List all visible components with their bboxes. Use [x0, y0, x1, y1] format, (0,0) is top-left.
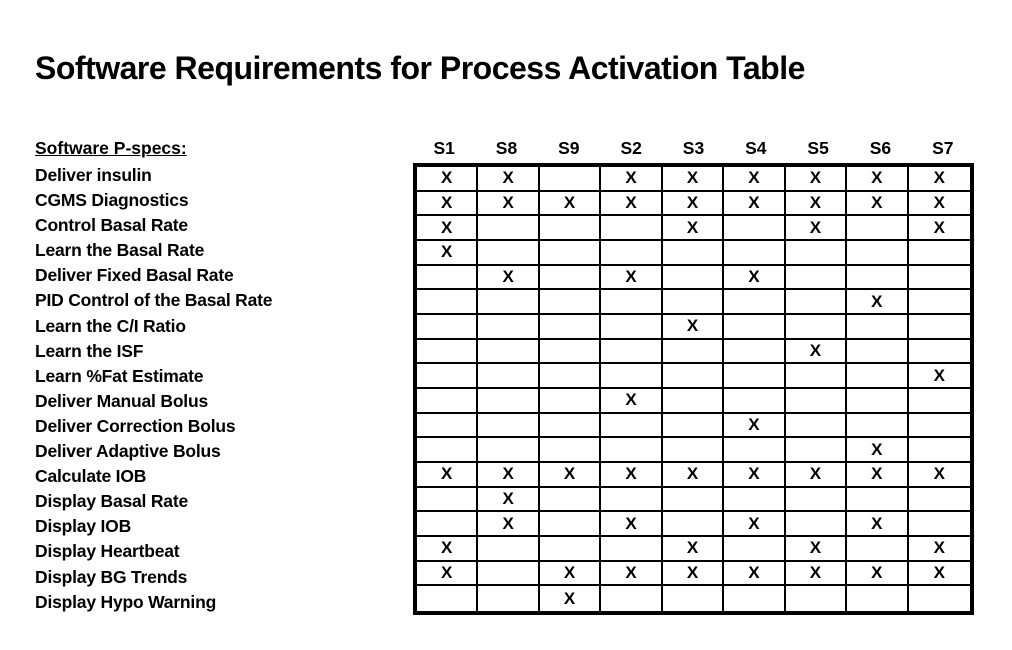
grid-cell-s7-row15	[909, 512, 970, 537]
grid-cell-s4-row12	[724, 438, 785, 463]
grid-cell-s2-row16	[601, 537, 662, 562]
grid-cell-s4-row11: X	[724, 414, 785, 439]
grid-cell-s8-row17	[478, 562, 539, 587]
grid-cell-s9-row17: X	[540, 562, 601, 587]
grid-cell-s6-row13: X	[847, 463, 908, 488]
column-header-s9: S9	[558, 138, 580, 158]
grid-cell-s6-row15: X	[847, 512, 908, 537]
grid-cell-s1-row7	[417, 315, 478, 340]
grid-cell-s4-row8	[724, 340, 785, 365]
grid-cell-s5-row11	[786, 414, 847, 439]
grid-cell-s8-row11	[478, 414, 539, 439]
grid-cell-s9-row12	[540, 438, 601, 463]
grid-cell-s8-row6	[478, 290, 539, 315]
grid-cell-s5-row8: X	[786, 340, 847, 365]
grid-cell-s4-row18	[724, 586, 785, 611]
grid-cell-s2-row11	[601, 414, 662, 439]
grid-cell-s1-row5	[417, 266, 478, 291]
grid-cell-s4-row3	[724, 216, 785, 241]
grid-cell-s8-row15: X	[478, 512, 539, 537]
grid-cell-s9-row13: X	[540, 463, 601, 488]
grid-cell-s1-row4: X	[417, 241, 478, 266]
row-label: Control Basal Rate	[35, 215, 188, 236]
grid-cell-s9-row15	[540, 512, 601, 537]
grid-cell-s1-row12	[417, 438, 478, 463]
grid-cell-s1-row2: X	[417, 192, 478, 217]
grid-cell-s5-row12	[786, 438, 847, 463]
column-header-s8: S8	[495, 138, 518, 158]
grid-cell-s4-row17: X	[724, 562, 785, 587]
row-label: Learn the ISF	[35, 340, 144, 361]
grid-cell-s6-row8	[847, 340, 908, 365]
grid-cell-s5-row18	[786, 586, 847, 611]
grid-cell-s8-row12	[478, 438, 539, 463]
grid-cell-s8-row3	[478, 216, 539, 241]
grid-cell-s3-row15	[663, 512, 724, 537]
column-header-row	[413, 136, 974, 160]
grid-cell-s8-row18	[478, 586, 539, 611]
grid-cell-s3-row18	[663, 586, 724, 611]
grid-cell-s2-row13: X	[601, 463, 662, 488]
grid-cell-s5-row7	[786, 315, 847, 340]
grid-cell-s3-row12	[663, 438, 724, 463]
grid-cell-s3-row2: X	[663, 192, 724, 217]
row-label: PID Control of the Basal Rate	[35, 290, 273, 311]
grid-cell-s7-row12	[909, 438, 970, 463]
grid-cell-s8-row7	[478, 315, 539, 340]
grid-cell-s9-row8	[540, 340, 601, 365]
row-label: Learn the C/I Ratio	[35, 315, 186, 336]
grid-cell-s8-row9	[478, 364, 539, 389]
grid-cell-s1-row18	[417, 586, 478, 611]
grid-cell-s5-row16: X	[786, 537, 847, 562]
grid-cell-s2-row18	[601, 586, 662, 611]
row-label-column	[35, 163, 410, 615]
grid-cell-s8-row5: X	[478, 266, 539, 291]
row-label: CGMS Diagnostics	[35, 190, 189, 211]
grid-cell-s5-row4	[786, 241, 847, 266]
grid-cell-s1-row8	[417, 340, 478, 365]
grid-cell-s6-row17: X	[847, 562, 908, 587]
column-header-s1: S1	[433, 138, 455, 158]
grid-cell-s4-row9	[724, 364, 785, 389]
grid-cell-s8-row8	[478, 340, 539, 365]
grid-cell-s6-row3	[847, 216, 908, 241]
grid-cell-s4-row1: X	[724, 167, 785, 192]
grid-cell-s5-row15	[786, 512, 847, 537]
grid-cell-s3-row6	[663, 290, 724, 315]
grid-cell-s7-row10	[909, 389, 970, 414]
grid-cell-s7-row13: X	[909, 463, 970, 488]
row-label: Display Hypo Warning	[35, 591, 217, 612]
grid-cell-s7-row16: X	[909, 537, 970, 562]
grid-cell-s2-row17: X	[601, 562, 662, 587]
grid-cell-s2-row3	[601, 216, 662, 241]
grid-cell-s5-row9	[786, 364, 847, 389]
row-label: Display BG Trends	[35, 566, 188, 587]
grid-cell-s2-row1: X	[601, 167, 662, 192]
grid-cell-s6-row4	[847, 241, 908, 266]
grid-cell-s3-row10	[663, 389, 724, 414]
grid-cell-s6-row2: X	[847, 192, 908, 217]
grid-cell-s6-row5	[847, 266, 908, 291]
row-label: Learn the Basal Rate	[35, 240, 205, 261]
grid-cell-s5-row2: X	[786, 192, 847, 217]
grid-cell-s2-row4	[601, 241, 662, 266]
grid-cell-s9-row10	[540, 389, 601, 414]
grid-cell-s1-row10	[417, 389, 478, 414]
grid-cell-s8-row2: X	[478, 192, 539, 217]
column-header-s5: S5	[807, 138, 829, 158]
grid-cell-s1-row13: X	[417, 463, 478, 488]
grid-cell-s4-row13: X	[724, 463, 785, 488]
grid-cell-s2-row15: X	[601, 512, 662, 537]
grid-cell-s3-row14	[663, 488, 724, 513]
grid-cell-s7-row2: X	[909, 192, 970, 217]
row-label: Display IOB	[35, 516, 132, 537]
grid-cell-s6-row6: X	[847, 290, 908, 315]
grid-cell-s9-row4	[540, 241, 601, 266]
grid-cell-s1-row1: X	[417, 167, 478, 192]
grid-cell-s4-row4	[724, 241, 785, 266]
grid-cell-s3-row11	[663, 414, 724, 439]
grid-cell-s3-row17: X	[663, 562, 724, 587]
grid-cell-s7-row5	[909, 266, 970, 291]
grid-cell-s5-row14	[786, 488, 847, 513]
grid-cell-s1-row17: X	[417, 562, 478, 587]
grid-cell-s4-row16	[724, 537, 785, 562]
grid-cell-s4-row5: X	[724, 266, 785, 291]
grid-cell-s3-row3: X	[663, 216, 724, 241]
grid-cell-s6-row9	[847, 364, 908, 389]
row-label: Learn %Fat Estimate	[35, 365, 204, 386]
grid-cell-s3-row5	[663, 266, 724, 291]
grid-cell-s7-row17: X	[909, 562, 970, 587]
column-header-s2: S2	[620, 138, 642, 158]
grid-cell-s2-row6	[601, 290, 662, 315]
grid-cell-s1-row14	[417, 488, 478, 513]
column-header-s7: S7	[932, 138, 954, 158]
grid-cell-s2-row2: X	[601, 192, 662, 217]
grid-cell-s8-row10	[478, 389, 539, 414]
grid-cell-s7-row3: X	[909, 216, 970, 241]
row-label: Deliver Fixed Basal Rate	[35, 265, 234, 286]
grid-cell-s2-row5: X	[601, 266, 662, 291]
grid-cell-s7-row6	[909, 290, 970, 315]
page-title: Software Requirements for Process Activation Table	[35, 50, 805, 86]
row-label: Deliver Correction Bolus	[35, 415, 236, 436]
grid-cell-s4-row10	[724, 389, 785, 414]
grid-cell-s4-row14	[724, 488, 785, 513]
grid-cell-s4-row6	[724, 290, 785, 315]
grid-cell-s5-row10	[786, 389, 847, 414]
grid-cell-s2-row7	[601, 315, 662, 340]
grid-cell-s4-row15: X	[724, 512, 785, 537]
grid-cell-s7-row18	[909, 586, 970, 611]
grid-cell-s6-row10	[847, 389, 908, 414]
grid-cell-s3-row1: X	[663, 167, 724, 192]
grid-cell-s7-row1: X	[909, 167, 970, 192]
grid-cell-s8-row16	[478, 537, 539, 562]
grid-cell-s7-row4	[909, 241, 970, 266]
grid-cell-s5-row1: X	[786, 167, 847, 192]
grid-cell-s9-row16	[540, 537, 601, 562]
grid-cell-s3-row4	[663, 241, 724, 266]
grid-cell-s1-row11	[417, 414, 478, 439]
grid-cell-s2-row8	[601, 340, 662, 365]
grid-cell-s6-row7	[847, 315, 908, 340]
grid-cell-s6-row18	[847, 586, 908, 611]
grid-cell-s4-row7	[724, 315, 785, 340]
grid-cell-s9-row7	[540, 315, 601, 340]
column-header-s4: S4	[745, 138, 767, 158]
column-header-s6: S6	[869, 138, 892, 158]
grid-cell-s5-row17: X	[786, 562, 847, 587]
grid-cell-s9-row14	[540, 488, 601, 513]
grid-cell-s9-row1	[540, 167, 601, 192]
grid-cell-s3-row16: X	[663, 537, 724, 562]
grid-cell-s1-row3: X	[417, 216, 478, 241]
grid-cell-s2-row10: X	[601, 389, 662, 414]
grid-cell-s1-row16: X	[417, 537, 478, 562]
grid-cell-s1-row15	[417, 512, 478, 537]
row-label: Display Basal Rate	[35, 491, 189, 512]
grid-cell-s1-row6	[417, 290, 478, 315]
grid-cell-s6-row16	[847, 537, 908, 562]
grid-cell-s7-row8	[909, 340, 970, 365]
row-label: Deliver Manual Bolus	[35, 390, 208, 411]
grid-cell-s7-row14	[909, 488, 970, 513]
grid-cell-s7-row11	[909, 414, 970, 439]
grid-cell-s9-row3	[540, 216, 601, 241]
grid-cell-s9-row9	[540, 364, 601, 389]
grid-cell-s8-row4	[478, 241, 539, 266]
grid-cell-s5-row6	[786, 290, 847, 315]
grid-cell-s5-row13: X	[786, 463, 847, 488]
row-label: Deliver insulin	[35, 165, 152, 185]
grid-cell-s9-row11	[540, 414, 601, 439]
grid-cell-s3-row8	[663, 340, 724, 365]
grid-cell-s6-row14	[847, 488, 908, 513]
grid-cell-s9-row18: X	[540, 586, 601, 611]
grid-cell-s2-row9	[601, 364, 662, 389]
grid-cell-s6-row11	[847, 414, 908, 439]
grid-cell-s5-row5	[786, 266, 847, 291]
grid-cell-s1-row9	[417, 364, 478, 389]
grid-cell-s2-row14	[601, 488, 662, 513]
row-label: Display Heartbeat	[35, 541, 180, 562]
activation-grid	[413, 163, 974, 615]
row-label: Calculate IOB	[35, 466, 147, 487]
grid-cell-s3-row13: X	[663, 463, 724, 488]
grid-cell-s2-row12	[601, 438, 662, 463]
grid-cell-s9-row5	[540, 266, 601, 291]
grid-cell-s5-row3: X	[786, 216, 847, 241]
grid-cell-s9-row6	[540, 290, 601, 315]
grid-cell-s4-row2: X	[724, 192, 785, 217]
grid-cell-s7-row7	[909, 315, 970, 340]
row-header-label: Software P-specs:	[35, 138, 187, 158]
grid-cell-s7-row9: X	[909, 364, 970, 389]
grid-cell-s3-row7: X	[663, 315, 724, 340]
row-label: Deliver Adaptive Bolus	[35, 441, 221, 462]
grid-cell-s3-row9	[663, 364, 724, 389]
column-header-s3: S3	[682, 138, 705, 158]
grid-cell-s8-row14: X	[478, 488, 539, 513]
grid-cell-s8-row13: X	[478, 463, 539, 488]
grid-cell-s8-row1: X	[478, 167, 539, 192]
grid-cell-s6-row12: X	[847, 438, 908, 463]
grid-cell-s9-row2: X	[540, 192, 601, 217]
grid-cell-s6-row1: X	[847, 167, 908, 192]
